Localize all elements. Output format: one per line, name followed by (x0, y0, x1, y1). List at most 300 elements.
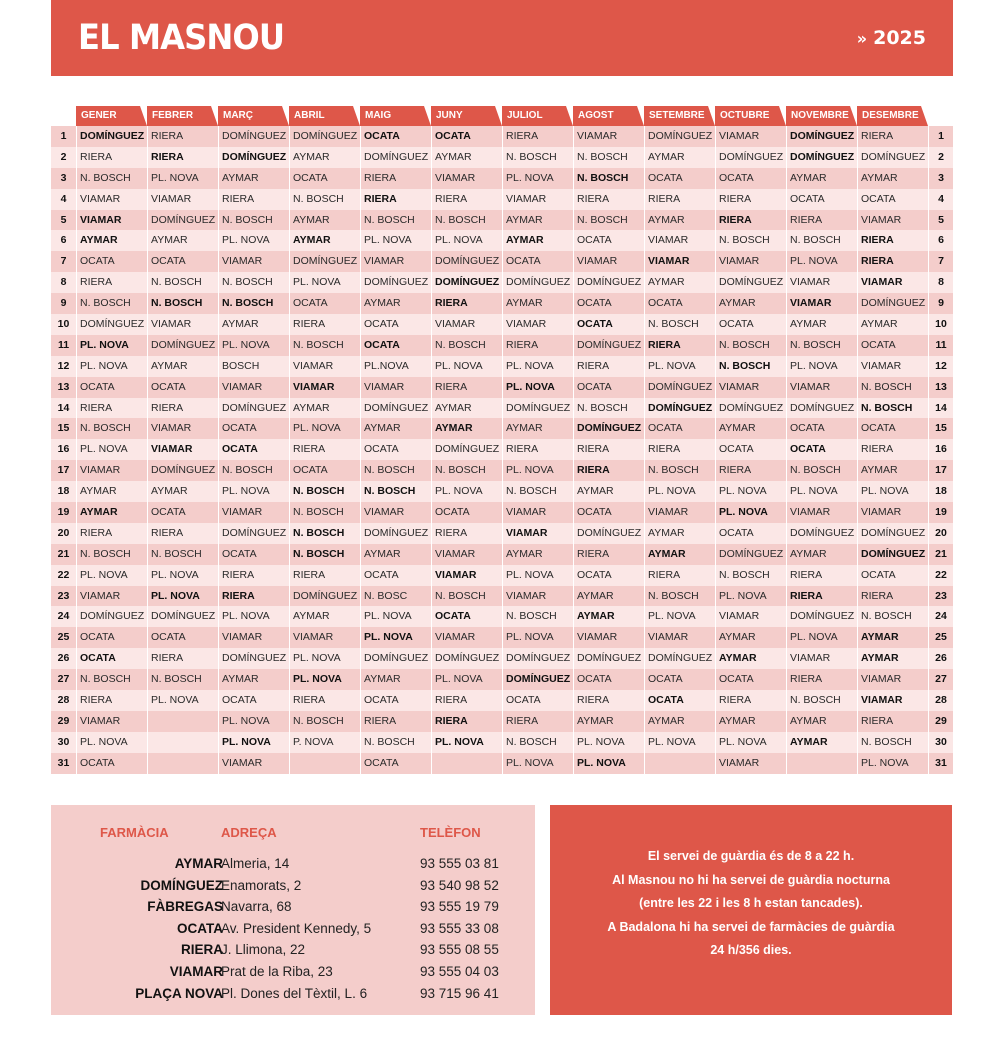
month-header-tab-arrow (211, 106, 218, 126)
duty-pharmacy-cell: N. BOSCH (715, 565, 786, 586)
day-number-left: 26 (57, 652, 70, 665)
duty-pharmacy-cell: VIAMAR (715, 753, 786, 774)
duty-pharmacy-cell: AYMAR (502, 230, 573, 251)
duty-pharmacy-cell: OCATA (573, 377, 644, 398)
duty-pharmacy-cell: OCATA (857, 335, 928, 356)
duty-pharmacy-cell: DOMÍNGUEZ (502, 648, 573, 669)
duty-pharmacy-cell: DOMÍNGUEZ (289, 251, 360, 272)
duty-pharmacy-cell (786, 753, 857, 774)
day-number-left: 11 (57, 338, 70, 351)
duty-pharmacy-cell: PL. NOVA (289, 669, 360, 690)
duty-pharmacy-cell: VIAMAR (218, 627, 289, 648)
day-number-left: 20 (57, 526, 70, 539)
calendar-table (51, 106, 953, 774)
calendar-rows (51, 126, 953, 774)
calendar-row (51, 189, 953, 210)
duty-pharmacy-cell: AYMAR (147, 481, 218, 502)
duty-pharmacy-cell: PL. NOVA (644, 356, 715, 377)
duty-pharmacy-cell: PL. NOVA (218, 606, 289, 627)
duty-pharmacy-cell: VIAMAR (644, 251, 715, 272)
duty-pharmacy-cell: OCATA (715, 439, 786, 460)
duty-pharmacy-cell: N. BOSCH (218, 272, 289, 293)
duty-pharmacy-cell: RIERA (573, 544, 644, 565)
calendar-row (51, 544, 953, 565)
duty-pharmacy-cell: VIAMAR (431, 544, 502, 565)
duty-pharmacy-cell: PL. NOVA (715, 502, 786, 523)
day-number-right: 26 (928, 648, 953, 669)
duty-pharmacy-cell: N. BOSCH (644, 586, 715, 607)
duty-pharmacy-cell: RIERA (431, 189, 502, 210)
duty-pharmacy-cell: N. BOSCH (431, 586, 502, 607)
calendar-row (51, 439, 953, 460)
day-number-right: 7 (928, 251, 953, 272)
month-header (360, 106, 431, 126)
duty-pharmacy-cell: OCATA (431, 502, 502, 523)
duty-pharmacy-cell: RIERA (431, 293, 502, 314)
calendar-row (51, 251, 953, 272)
double-chevron-right-icon: » (856, 29, 868, 48)
duty-pharmacy-cell: AYMAR (644, 544, 715, 565)
duty-pharmacy-cell: AYMAR (786, 314, 857, 335)
duty-pharmacy-cell: DOMÍNGUEZ (360, 147, 431, 168)
duty-pharmacy-cell: DOMÍNGUEZ (360, 398, 431, 419)
duty-pharmacy-cell: DOMÍNGUEZ (573, 335, 644, 356)
duty-pharmacy-cell: DOMÍNGUEZ (644, 398, 715, 419)
month-header (786, 106, 857, 126)
month-header-label: SETEMBRE (644, 106, 708, 126)
month-header-label: OCTUBRE (715, 106, 779, 126)
day-number-left: 19 (57, 506, 70, 519)
duty-pharmacy-cell: PL. NOVA (786, 251, 857, 272)
calendar-row (51, 523, 953, 544)
day-number-right: 29 (928, 711, 953, 732)
duty-pharmacy-cell: OCATA (360, 565, 431, 586)
duty-pharmacy-cell: VIAMAR (786, 648, 857, 669)
duty-pharmacy-cell: VIAMAR (76, 586, 147, 607)
duty-pharmacy-cell: PL. NOVA (76, 356, 147, 377)
duty-pharmacy-cell: N. BOSCH (289, 711, 360, 732)
duty-pharmacy-cell: OCATA (76, 377, 147, 398)
duty-pharmacy-cell: RIERA (76, 523, 147, 544)
month-header-label: ABRIL (289, 106, 353, 126)
duty-pharmacy-cell: OCATA (502, 251, 573, 272)
duty-pharmacy-cell: RIERA (502, 126, 573, 147)
calendar-row (51, 335, 953, 356)
day-number-right: 12 (928, 356, 953, 377)
calendar-row (51, 669, 953, 690)
duty-pharmacy-cell: PL. NOVA (431, 356, 502, 377)
month-header (502, 106, 573, 126)
duty-pharmacy-cell: AYMAR (360, 544, 431, 565)
duty-pharmacy-cell: N. BOSCH (76, 293, 147, 314)
duty-pharmacy-cell: RIERA (715, 189, 786, 210)
pharmacy-name: OCATA (177, 920, 223, 936)
duty-pharmacy-cell: VIAMAR (360, 251, 431, 272)
duty-pharmacy-cell: N. BOSCH (715, 230, 786, 251)
day-number-left: 25 (57, 631, 70, 644)
duty-pharmacy-cell: PL. NOVA (218, 732, 289, 753)
header-address: ADREÇA (221, 825, 277, 840)
duty-pharmacy-cell: OCATA (644, 690, 715, 711)
duty-pharmacy-cell: RIERA (147, 523, 218, 544)
duty-pharmacy-cell: AYMAR (76, 230, 147, 251)
month-header-label: GENER (76, 106, 140, 126)
pharmacy-address: Navarra, 68 (221, 899, 292, 915)
calendar-row (51, 565, 953, 586)
duty-pharmacy-cell: DOMÍNGUEZ (218, 523, 289, 544)
duty-pharmacy-cell: DOMÍNGUEZ (360, 523, 431, 544)
pharmacy-address: Enamorats, 2 (221, 877, 302, 893)
duty-pharmacy-cell: OCATA (573, 502, 644, 523)
duty-pharmacy-cell: N. BOSCH (715, 356, 786, 377)
day-number-left: 21 (57, 547, 70, 560)
duty-pharmacy-cell: VIAMAR (573, 627, 644, 648)
duty-pharmacy-cell: PL. NOVA (289, 648, 360, 669)
pharmacy-name: FÀBREGAS (147, 899, 223, 915)
duty-pharmacy-cell: AYMAR (786, 711, 857, 732)
duty-pharmacy-cell: DOMÍNGUEZ (502, 272, 573, 293)
duty-pharmacy-cell: RIERA (715, 210, 786, 231)
day-number-left: 28 (57, 694, 70, 707)
duty-pharmacy-cell: RIERA (573, 460, 644, 481)
duty-pharmacy-cell: OCATA (715, 314, 786, 335)
month-header-label: AGOST (573, 106, 637, 126)
duty-pharmacy-cell: N. BOSCH (218, 293, 289, 314)
duty-pharmacy-cell: N. BOSCH (786, 460, 857, 481)
duty-pharmacy-cell: DOMÍNGUEZ (76, 314, 147, 335)
duty-pharmacy-cell: DOMÍNGUEZ (360, 648, 431, 669)
duty-pharmacy-cell: BOSCH (218, 356, 289, 377)
duty-pharmacy-cell: AYMAR (644, 147, 715, 168)
duty-pharmacy-cell: RIERA (573, 690, 644, 711)
duty-pharmacy-cell: PL. NOVA (360, 627, 431, 648)
calendar-row (51, 210, 953, 231)
pharmacy-phone: 93 555 08 55 (420, 942, 499, 958)
duty-pharmacy-cell: VIAMAR (857, 356, 928, 377)
duty-pharmacy-cell: VIAMAR (76, 189, 147, 210)
duty-pharmacy-cell: OCATA (218, 690, 289, 711)
duty-pharmacy-cell: VIAMAR (76, 210, 147, 231)
month-header-tab-arrow (921, 106, 928, 126)
duty-pharmacy-cell: N. BOSCH (857, 732, 928, 753)
duty-pharmacy-cell: N. BOSCH (289, 523, 360, 544)
duty-pharmacy-cell: DOMÍNGUEZ (715, 544, 786, 565)
duty-pharmacy-cell: OCATA (218, 439, 289, 460)
duty-pharmacy-cell: AYMAR (431, 418, 502, 439)
duty-pharmacy-cell: OCATA (644, 293, 715, 314)
duty-pharmacy-cell: VIAMAR (431, 314, 502, 335)
duty-pharmacy-cell: VIAMAR (786, 502, 857, 523)
duty-pharmacy-cell: AYMAR (147, 230, 218, 251)
calendar-row (51, 753, 953, 774)
calendar-row (51, 648, 953, 669)
pharmacy-address: Av. President Kennedy, 5 (221, 920, 372, 936)
duty-pharmacy-cell: VIAMAR (147, 314, 218, 335)
pharmacy-address: Prat de la Riba, 23 (221, 964, 333, 979)
duty-pharmacy-cell: RIERA (147, 126, 218, 147)
day-number-right: 11 (928, 335, 953, 356)
month-header-tab-arrow (424, 106, 431, 126)
duty-pharmacy-cell: PL. NOVA (76, 335, 147, 356)
duty-pharmacy-cell: AYMAR (76, 502, 147, 523)
pharmacy-address: Pl. Dones del Tèxtil, L. 6 (221, 985, 368, 1001)
day-number-left: 6 (60, 234, 67, 247)
duty-pharmacy-cell: VIAMAR (218, 377, 289, 398)
day-number-left: 23 (57, 589, 70, 602)
day-number-right: 24 (928, 606, 953, 627)
duty-pharmacy-cell: RIERA (360, 711, 431, 732)
duty-pharmacy-cell: DOMÍNGUEZ (715, 398, 786, 419)
day-number-left: 3 (60, 171, 67, 184)
day-number-right: 6 (928, 230, 953, 251)
duty-pharmacy-cell: N. BOSCH (147, 669, 218, 690)
duty-pharmacy-cell: N. BOSCH (786, 230, 857, 251)
duty-pharmacy-cell: RIERA (431, 711, 502, 732)
duty-pharmacy-cell: VIAMAR (289, 377, 360, 398)
month-header-label: JULIOL (502, 106, 566, 126)
duty-pharmacy-cell: RIERA (644, 565, 715, 586)
duty-pharmacy-cell: P. NOVA (289, 732, 360, 753)
duty-pharmacy-cell: DOMÍNGUEZ (573, 523, 644, 544)
duty-pharmacy-cell: OCATA (289, 460, 360, 481)
duty-pharmacy-cell: PL. NOVA (502, 377, 573, 398)
day-number-right: 5 (928, 210, 953, 231)
duty-pharmacy-cell: AYMAR (502, 544, 573, 565)
duty-pharmacy-cell: DOMÍNGUEZ (573, 648, 644, 669)
pharmacy-phone: 93 540 98 52 (420, 877, 499, 893)
duty-pharmacy-cell: AYMAR (786, 544, 857, 565)
duty-pharmacy-cell: RIERA (786, 586, 857, 607)
duty-pharmacy-cell: VIAMAR (218, 753, 289, 774)
day-number-left: 18 (57, 485, 70, 498)
day-number-right: 1 (928, 126, 953, 147)
duty-pharmacy-cell: AYMAR (573, 711, 644, 732)
duty-pharmacy-cell: DOMÍNGUEZ (147, 335, 218, 356)
duty-pharmacy-cell: RIERA (218, 565, 289, 586)
service-note-line: (entre les 22 i les 8 h estan tancades). (639, 896, 863, 910)
duty-pharmacy-cell: PL. NOVA (431, 230, 502, 251)
duty-pharmacy-cell: PL. NOVA (431, 669, 502, 690)
month-header-tab-arrow (566, 106, 573, 126)
duty-pharmacy-cell: RIERA (857, 711, 928, 732)
calendar-row (51, 481, 953, 502)
calendar-row (51, 398, 953, 419)
duty-pharmacy-cell: AYMAR (715, 627, 786, 648)
duty-pharmacy-cell: OCATA (502, 690, 573, 711)
duty-pharmacy-cell: PL. NOVA (502, 627, 573, 648)
day-number-right: 25 (928, 627, 953, 648)
duty-pharmacy-cell (644, 753, 715, 774)
pharmacy-name: PLAÇA NOVA (135, 985, 223, 1001)
duty-pharmacy-cell: AYMAR (644, 523, 715, 544)
day-number-left: 29 (57, 714, 70, 727)
month-header-label: DESEMBRE (857, 106, 921, 126)
duty-pharmacy-cell: AYMAR (573, 586, 644, 607)
month-header-tab-arrow (140, 106, 147, 126)
duty-pharmacy-cell: OCATA (360, 126, 431, 147)
calendar-row (51, 314, 953, 335)
day-number-left: 12 (57, 359, 70, 372)
duty-pharmacy-cell: AYMAR (715, 648, 786, 669)
duty-pharmacy-cell: VIAMAR (360, 502, 431, 523)
duty-pharmacy-cell: DOMÍNGUEZ (573, 272, 644, 293)
header-phone: TELÈFON (420, 825, 481, 840)
year-label (857, 27, 926, 49)
duty-pharmacy-cell: PL. NOVA (502, 565, 573, 586)
duty-pharmacy-cell: OCATA (715, 669, 786, 690)
duty-pharmacy-cell: DOMÍNGUEZ (218, 648, 289, 669)
calendar-row (51, 606, 953, 627)
duty-pharmacy-cell: RIERA (360, 168, 431, 189)
month-header-label: MAIG (360, 106, 424, 126)
pharmacy-address: Almeria, 14 (221, 856, 290, 871)
duty-pharmacy-cell: N. BOSCH (360, 460, 431, 481)
duty-pharmacy-cell: VIAMAR (289, 627, 360, 648)
month-header (715, 106, 786, 126)
duty-pharmacy-cell: RIERA (573, 356, 644, 377)
duty-pharmacy-cell: VIAMAR (218, 251, 289, 272)
day-number-right: 31 (928, 753, 953, 774)
service-note-line: El servei de guàrdia és de 8 a 22 h. (647, 849, 855, 863)
duty-pharmacy-cell: PL. NOVA (76, 439, 147, 460)
duty-pharmacy-cell: VIAMAR (644, 230, 715, 251)
duty-pharmacy-cell: RIERA (786, 669, 857, 690)
day-number-right: 18 (928, 481, 953, 502)
duty-pharmacy-cell: RIERA (431, 377, 502, 398)
duty-pharmacy-cell: RIERA (857, 126, 928, 147)
duty-pharmacy-cell: RIERA (715, 460, 786, 481)
duty-pharmacy-cell: AYMAR (360, 293, 431, 314)
duty-pharmacy-cell: VIAMAR (147, 189, 218, 210)
duty-pharmacy-cell: DOMÍNGUEZ (644, 377, 715, 398)
calendar-row (51, 126, 953, 147)
day-number-left: 16 (57, 443, 70, 456)
duty-pharmacy-cell: OCATA (786, 189, 857, 210)
duty-pharmacy-cell: AYMAR (502, 293, 573, 314)
duty-pharmacy-cell: DOMÍNGUEZ (786, 126, 857, 147)
service-note-line: Al Masnou no hi ha servei de guàrdia nocturna (612, 872, 890, 887)
pharmacy-directory (51, 805, 535, 1015)
month-header-label: MARÇ (218, 106, 282, 126)
month-header-row (51, 106, 953, 126)
duty-pharmacy-cell: RIERA (289, 565, 360, 586)
duty-pharmacy-cell: N. BOSCH (857, 606, 928, 627)
duty-pharmacy-cell: AYMAR (573, 481, 644, 502)
duty-pharmacy-cell: N. BOSCH (76, 544, 147, 565)
month-header (218, 106, 289, 126)
duty-pharmacy-cell: PL. NOVA (786, 627, 857, 648)
pharmacy-phone: 93 555 03 81 (420, 856, 499, 871)
duty-pharmacy-cell: AYMAR (289, 398, 360, 419)
duty-pharmacy-cell: PL. NOVA (715, 586, 786, 607)
duty-pharmacy-cell: DOMÍNGUEZ (147, 606, 218, 627)
duty-pharmacy-cell (289, 753, 360, 774)
month-header (573, 106, 644, 126)
duty-pharmacy-cell: PL. NOVA (218, 230, 289, 251)
duty-pharmacy-cell: RIERA (218, 586, 289, 607)
duty-pharmacy-cell: OCATA (147, 377, 218, 398)
duty-pharmacy-cell: DOMÍNGUEZ (431, 439, 502, 460)
duty-pharmacy-cell: AYMAR (644, 210, 715, 231)
duty-pharmacy-cell: RIERA (502, 711, 573, 732)
month-header-label: NOVEMBRE (786, 106, 850, 126)
duty-pharmacy-cell: AYMAR (147, 356, 218, 377)
duty-pharmacy-cell: AYMAR (786, 168, 857, 189)
duty-pharmacy-cell: OCATA (786, 418, 857, 439)
month-header-tab-arrow (282, 106, 289, 126)
duty-pharmacy-cell: DOMÍNGUEZ (289, 586, 360, 607)
month-header (431, 106, 502, 126)
pharmacy-name: RIERA (180, 942, 223, 958)
month-header-tab-arrow (353, 106, 360, 126)
service-note-line: 24 h/356 dies. (710, 943, 792, 957)
calendar-row (51, 147, 953, 168)
duty-pharmacy-cell: AYMAR (431, 147, 502, 168)
day-number-right: 9 (928, 293, 953, 314)
duty-pharmacy-cell: RIERA (147, 648, 218, 669)
duty-pharmacy-cell: OCATA (218, 544, 289, 565)
duty-pharmacy-cell: VIAMAR (76, 711, 147, 732)
day-number-left: 4 (60, 192, 67, 205)
duty-pharmacy-cell: N. BOSCH (857, 377, 928, 398)
duty-pharmacy-cell: OCATA (218, 418, 289, 439)
duty-pharmacy-cell: RIERA (644, 189, 715, 210)
duty-pharmacy-cell: PL. NOVA (76, 732, 147, 753)
duty-pharmacy-cell: OCATA (573, 314, 644, 335)
duty-pharmacy-cell: DOMÍNGUEZ (431, 272, 502, 293)
duty-pharmacy-cell: DOMÍNGUEZ (786, 398, 857, 419)
duty-pharmacy-cell: VIAMAR (502, 502, 573, 523)
duty-pharmacy-cell: N. BOSCH (431, 335, 502, 356)
duty-pharmacy-cell: DOMÍNGUEZ (147, 460, 218, 481)
duty-pharmacy-cell: DOMÍNGUEZ (644, 126, 715, 147)
duty-pharmacy-cell: VIAMAR (786, 272, 857, 293)
month-header (289, 106, 360, 126)
duty-pharmacy-cell (147, 732, 218, 753)
duty-pharmacy-cell: RIERA (289, 690, 360, 711)
duty-pharmacy-cell: AYMAR (76, 481, 147, 502)
day-number-right: 16 (928, 439, 953, 460)
header-banner (51, 0, 953, 76)
duty-pharmacy-cell: PL. NOVA (644, 732, 715, 753)
duty-pharmacy-cell: AYMAR (644, 272, 715, 293)
duty-pharmacy-cell: DOMÍNGUEZ (573, 418, 644, 439)
duty-pharmacy-cell (147, 711, 218, 732)
duty-pharmacy-cell: AYMAR (857, 460, 928, 481)
duty-pharmacy-cell: N. BOSCH (289, 544, 360, 565)
header-pharmacy: FARMÀCIA (100, 825, 169, 840)
duty-pharmacy-cell: N. BOSCH (786, 690, 857, 711)
duty-pharmacy-cell: DOMÍNGUEZ (289, 126, 360, 147)
duty-pharmacy-cell: RIERA (218, 189, 289, 210)
calendar-row (51, 586, 953, 607)
duty-pharmacy-cell: OCATA (644, 669, 715, 690)
month-header-tab-arrow (708, 106, 715, 126)
duty-pharmacy-cell: VIAMAR (857, 669, 928, 690)
duty-pharmacy-cell: N. BOSCH (502, 481, 573, 502)
duty-pharmacy-cell: RIERA (644, 439, 715, 460)
duty-pharmacy-cell: AYMAR (715, 418, 786, 439)
duty-pharmacy-cell: RIERA (857, 251, 928, 272)
duty-pharmacy-cell: N. BOSCH (502, 606, 573, 627)
day-number-left: 1 (60, 130, 67, 142)
duty-pharmacy-cell: DOMÍNGUEZ (218, 126, 289, 147)
duty-pharmacy-cell: PL. NOVA (502, 356, 573, 377)
duty-pharmacy-cell: AYMAR (289, 210, 360, 231)
duty-pharmacy-cell: PL. NOVA (431, 732, 502, 753)
calendar-row (51, 272, 953, 293)
duty-pharmacy-cell: PL. NOVA (857, 481, 928, 502)
